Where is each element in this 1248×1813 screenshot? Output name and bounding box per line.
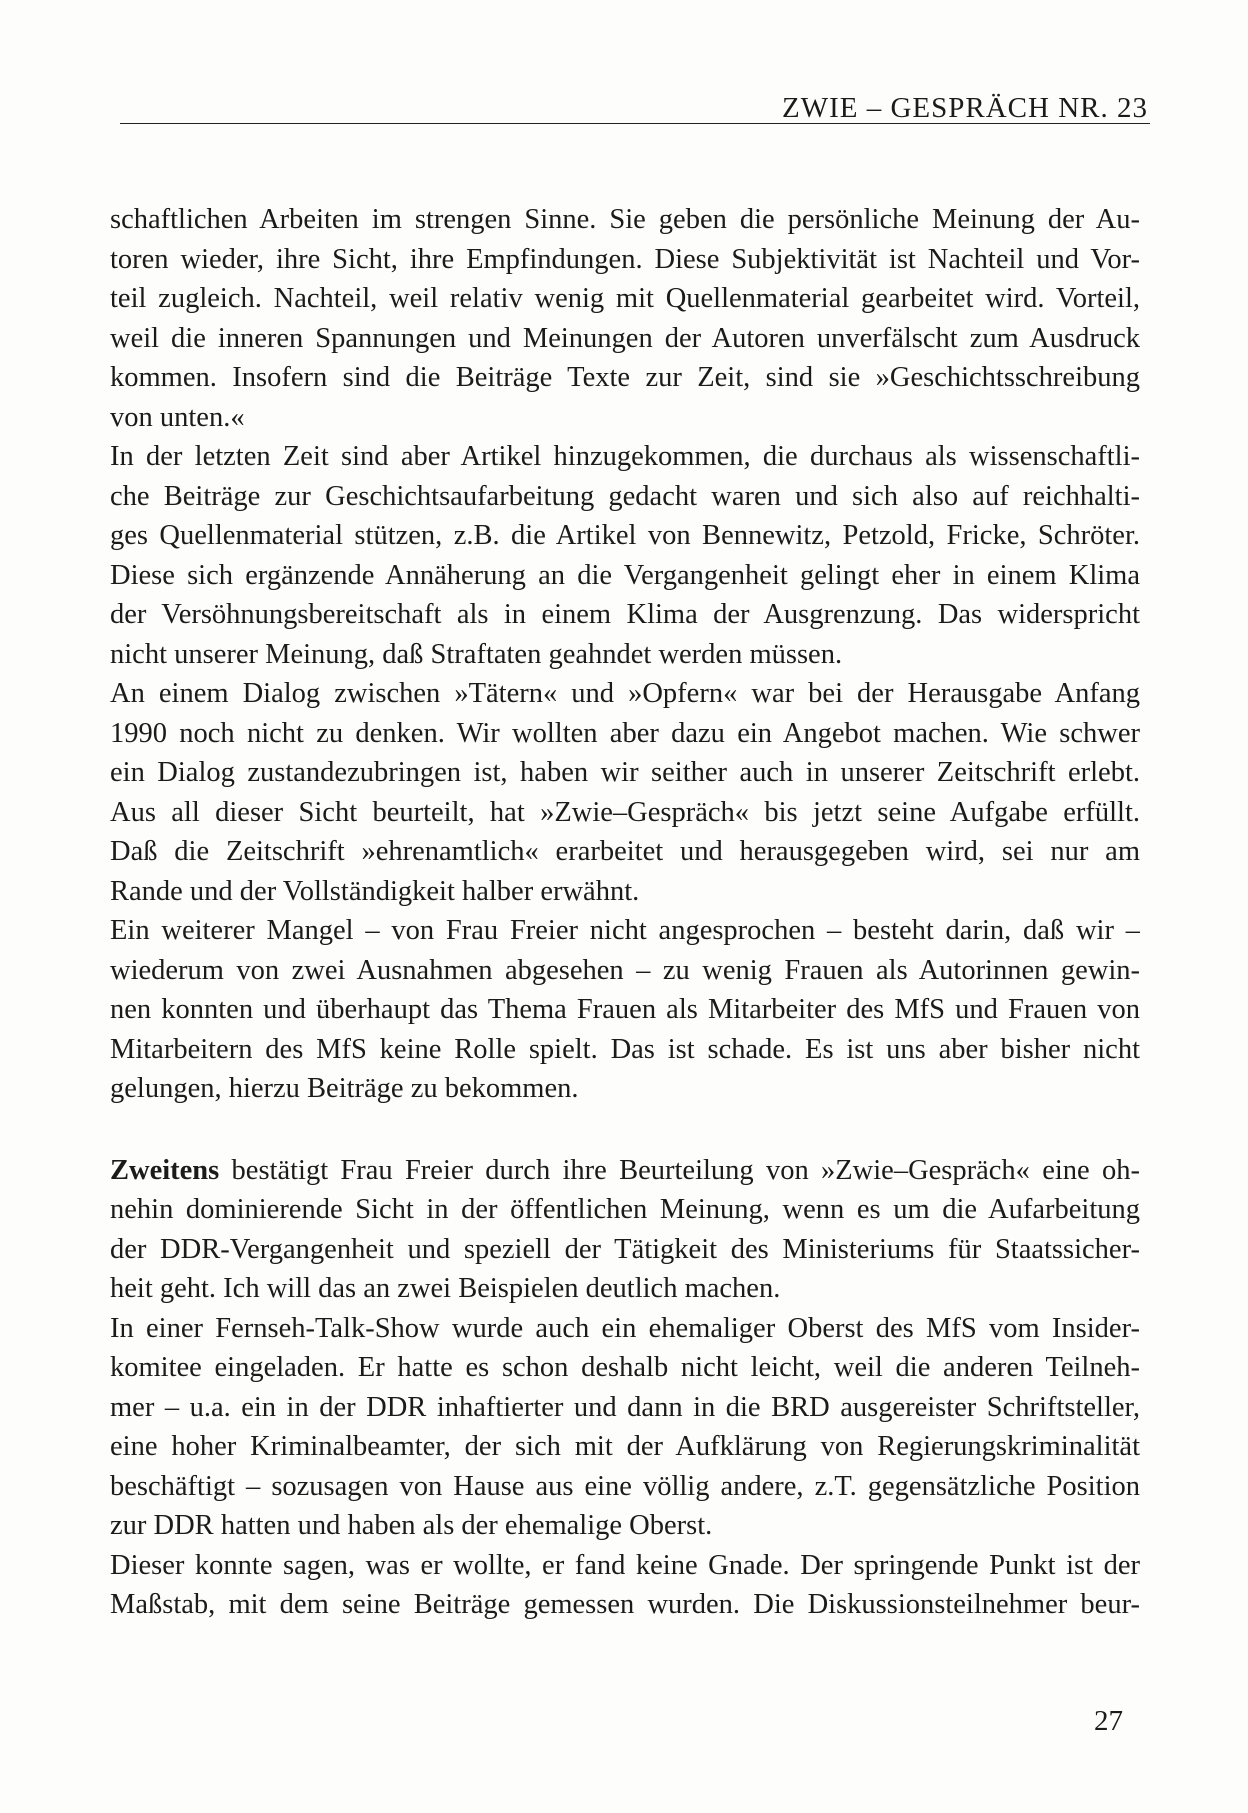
page-number: 27 (1094, 1705, 1123, 1737)
text-line: wiederum von zwei Ausnahmen abgesehen – zu wenig Frauen als Autorinnen gewin- (110, 954, 1140, 986)
paragraph-5 (110, 1151, 1140, 1309)
paragraph-1 (110, 200, 1140, 437)
text-line: nehin dominierende Sicht in der öffentlichen Meinung, wenn es um die Aufarbeitung (110, 1194, 1140, 1225)
text-line: gelungen, hierzu Beiträge zu bekommen. (110, 1073, 579, 1104)
text-line: Daß die Zeitschrift »ehrenamtlich« erarbeitet und herausgegeben wird, sei nur am (110, 836, 1140, 867)
text-line: nicht unserer Meinung, daß Straftaten geahndet werden müssen. (110, 638, 843, 670)
paragraph-2 (110, 437, 1140, 674)
text-line: Mitarbeitern des MfS keine Rolle spielt. Das ist schade. Es ist uns aber bisher nicht (110, 1033, 1140, 1065)
text-line: eine hoher Kriminalbeamter, der sich mit der Aufklärung von Regierungskriminalität (110, 1431, 1140, 1462)
text-line: zur DDR hatten und haben als der ehemalige Oberst. (110, 1510, 713, 1541)
text-line: 1990 noch nicht zu denken. Wir wollten aber dazu ein Angebot machen. Wie schwer (110, 717, 1140, 749)
paragraph-3 (110, 674, 1140, 911)
text-line: mer – u.a. ein in der DDR inhaftierter und dann in die BRD ausgereister Schriftsteller, (110, 1391, 1140, 1423)
text-line: kommen. Insofern sind die Beiträge Texte zur Zeit, sind sie »Geschichtsschreibung (110, 362, 1140, 393)
paragraph-6 (110, 1309, 1140, 1546)
body-text (110, 200, 1140, 1625)
text-line: che Beiträge zur Geschichtsaufarbeitung gedacht waren und sich also auf reichhalti- (110, 480, 1140, 512)
header-rule (120, 123, 1150, 124)
text-line: von unten.« (110, 401, 245, 433)
text-line: der Versöhnungsbereitschaft als in einem Klima der Ausgrenzung. Das widerspricht (110, 599, 1140, 630)
paragraph-4 (110, 911, 1140, 1109)
text-line: toren wieder, ihre Sicht, ihre Empfindungen. Diese Subjektivität ist Nachteil und Vor- (110, 243, 1140, 275)
text-line: Maßstab, mit dem seine Beiträge gemessen wurden. Die Diskussionsteilnehmer beur- (110, 1589, 1140, 1620)
text-line: In der letzten Zeit sind aber Artikel hinzugekommen, die durchaus als wissenschaftli- (110, 441, 1140, 472)
text-line: Ein weiterer Mangel – von Frau Freier nicht angesprochen – besteht darin, daß wir – (110, 915, 1140, 946)
text-line: ein Dialog zustandezubringen ist, haben wir seither auch in unserer Zeitschrift erlebt. (110, 757, 1140, 788)
text-line: An einem Dialog zwischen »Tätern« und »Opfern« war bei der Herausgabe Anfang (110, 678, 1140, 709)
text-line: Dieser konnte sagen, was er wollte, er fand keine Gnade. Der springende Punkt ist der (110, 1549, 1140, 1581)
text-line: beschäftigt – sozusagen von Hause aus eine völlig andere, z.T. gegensätzliche Position (110, 1470, 1140, 1502)
text-line: Aus all dieser Sicht beurteilt, hat »Zwie–Gespräch« bis jetzt seine Aufgabe erfüllt. (110, 796, 1140, 828)
text-line: teil zugleich. Nachteil, weil relativ wenig mit Quellenmaterial gearbeitet wird. Vorteil, (110, 283, 1140, 314)
text-line: Diese sich ergänzende Annäherung an die Vergangenheit gelingt eher in einem Klima (110, 559, 1140, 591)
paragraph-7 (110, 1546, 1140, 1625)
text-line: nen konnten und überhaupt das Thema Frauen als Mitarbeiter des MfS und Frauen von (110, 994, 1140, 1025)
line-rest: bestätigt Frau Freier durch ihre Beurteilung von »Zwie–Gespräch« eine oh- (219, 1154, 1140, 1186)
running-header: ZWIE – GESPRÄCH NR. 23 (782, 92, 1148, 124)
text-line: der DDR-Vergangenheit und speziell der Tätigkeit des Ministeriums für Staatssicher- (110, 1233, 1140, 1265)
text-line: Rande und der Vollständigkeit halber erwähnt. (110, 875, 640, 907)
paragraph-gap (110, 1109, 1140, 1151)
text-line: heit geht. Ich will das an zwei Beispielen deutlich machen. (110, 1273, 781, 1304)
text-line: komitee eingeladen. Er hatte es schon deshalb nicht leicht, weil die anderen Teilneh- (110, 1352, 1140, 1383)
text-line (110, 1151, 1140, 1191)
text-line: In einer Fernseh-Talk-Show wurde auch ein ehemaliger Oberst des MfS vom Insider- (110, 1312, 1140, 1344)
text-line: ges Quellenmaterial stützen, z.B. die Artikel von Bennewitz, Petzold, Fricke, Schröter. (110, 520, 1140, 551)
lead-word: Zweitens (110, 1154, 220, 1186)
text-line: schaftlichen Arbeiten im strengen Sinne. Sie geben die persönliche Meinung der Au- (110, 204, 1140, 235)
text-line: weil die inneren Spannungen und Meinungen der Autoren unverfälscht zum Ausdruck (110, 322, 1140, 354)
